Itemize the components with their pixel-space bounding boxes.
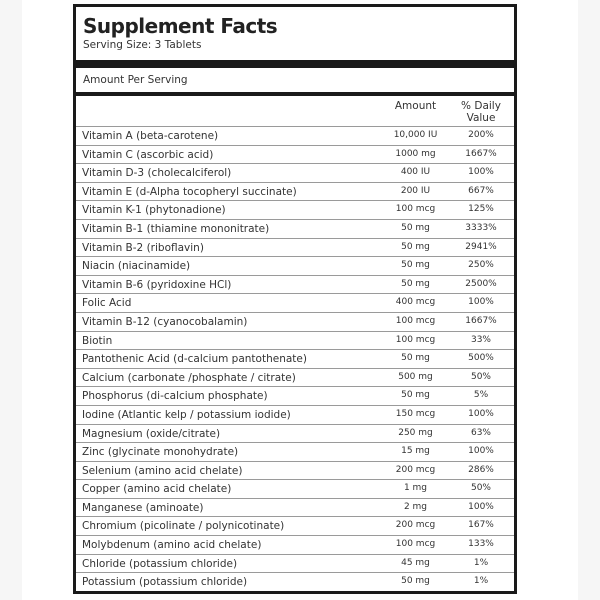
nutrient-daily-value: 1667%	[465, 315, 497, 326]
nutrient-amount: 50 mg	[401, 278, 430, 289]
nutrient-amount: 50 mg	[401, 241, 430, 252]
table-row	[76, 387, 514, 406]
nutrient-daily-value: 100%	[468, 167, 494, 178]
nutrient-daily-value: 5%	[473, 390, 489, 401]
column-header-row	[76, 96, 514, 127]
table-row	[76, 555, 514, 574]
table-row	[76, 276, 514, 295]
nutrient-daily-value: 133%	[468, 539, 494, 550]
table-row	[76, 127, 514, 146]
nutrient-daily-value: 286%	[468, 464, 494, 475]
nutrient-daily-value: 100%	[468, 446, 494, 457]
nutrient-daily-value: 167%	[468, 520, 494, 531]
nutrient-name: Iodine (Atlantic kelp / potassium iodide)	[82, 408, 291, 421]
nutrient-name: Chloride (potassium chloride)	[82, 557, 238, 570]
nutrient-daily-value: 50%	[470, 371, 491, 382]
nutrient-daily-value: 2941%	[465, 241, 497, 252]
nutrient-amount: 45 mg	[401, 557, 430, 568]
nutrient-daily-value: 125%	[468, 204, 494, 215]
nutrient-amount: 50 mg	[401, 390, 430, 401]
nutrient-daily-value: 1%	[473, 557, 489, 568]
nutrient-name: Molybdenum (amino acid chelate)	[82, 539, 262, 552]
nutrient-name: Phosphorus (di-calcium phosphate)	[82, 390, 268, 403]
nutrient-daily-value: 250%	[468, 260, 494, 271]
nutrient-name: Vitamin B-6 (pyridoxine HCl)	[82, 278, 232, 291]
nutrient-name: Vitamin B-12 (cyanocobalamin)	[82, 315, 248, 328]
nutrient-name: Chromium (picolinate / polynicotinate)	[82, 520, 285, 533]
table-row	[76, 425, 514, 444]
nutrient-daily-value: 500%	[468, 353, 494, 364]
nutrient-name: Niacin (niacinamide)	[82, 260, 191, 273]
table-row	[76, 443, 514, 462]
column-header-daily-value	[452, 100, 510, 124]
table-row	[76, 573, 514, 592]
nutrient-name: Manganese (aminoate)	[82, 501, 204, 514]
nutrient-name: Vitamin A (beta-carotene)	[82, 130, 219, 142]
nutrient-daily-value: 2500%	[465, 278, 497, 289]
nutrient-name: Vitamin B-1 (thiamine mononitrate)	[82, 222, 270, 235]
column-header-amount: Amount	[394, 100, 437, 112]
nutrient-amount: 150 mcg	[395, 408, 436, 419]
table-row	[76, 350, 514, 369]
table-row	[76, 369, 514, 388]
right-margin	[578, 0, 600, 600]
nutrient-name: Vitamin K-1 (phytonadione)	[82, 204, 226, 217]
table-row	[76, 480, 514, 499]
nutrient-name: Vitamin C (ascorbic acid)	[82, 148, 214, 161]
table-row	[76, 239, 514, 258]
amount-per-serving: Amount Per Serving	[83, 74, 188, 86]
table-row	[76, 257, 514, 276]
nutrient-amount: 50 mg	[401, 260, 430, 271]
table-row	[76, 406, 514, 425]
left-margin	[0, 0, 22, 600]
nutrient-daily-value: 100%	[468, 501, 494, 512]
nutrient-name: Potassium (potassium chloride)	[82, 576, 248, 589]
nutrient-amount: 2 mg	[403, 501, 428, 512]
table-row	[76, 462, 514, 481]
nutrient-amount: 200 mcg	[395, 464, 436, 475]
nutrient-daily-value: 50%	[470, 483, 491, 494]
nutrient-name: Biotin	[82, 334, 113, 347]
nutrient-amount: 10,000 IU	[393, 130, 438, 140]
nutrient-daily-value: 200%	[468, 130, 494, 140]
nutrient-name: Vitamin D-3 (cholecalciferol)	[82, 167, 232, 180]
table-row	[76, 517, 514, 536]
nutrient-amount: 400 IU	[400, 167, 431, 178]
nutrient-amount: 50 mg	[401, 576, 430, 587]
nutrient-amount: 100 mcg	[395, 539, 436, 550]
nutrient-table	[76, 127, 514, 592]
nutrient-amount: 200 mcg	[395, 520, 436, 531]
nutrient-amount: 1000 mg	[395, 148, 436, 159]
column-header-daily-value-line1: % Daily	[461, 100, 501, 112]
nutrient-daily-value: 100%	[468, 408, 494, 419]
nutrient-daily-value: 100%	[468, 297, 494, 308]
table-row	[76, 332, 514, 351]
table-row	[76, 313, 514, 332]
panel-title: Supplement Facts	[83, 14, 278, 38]
nutrient-amount: 50 mg	[401, 222, 430, 233]
serving-size: Serving Size: 3 Tablets	[83, 39, 202, 51]
nutrient-daily-value: 1%	[473, 576, 489, 587]
nutrient-daily-value: 1667%	[465, 148, 497, 159]
nutrient-name: Selenium (amino acid chelate)	[82, 464, 243, 477]
nutrient-daily-value: 63%	[470, 427, 491, 438]
nutrient-amount: 15 mg	[401, 446, 430, 457]
nutrient-amount: 1 mg	[403, 483, 428, 494]
nutrient-amount: 100 mcg	[395, 315, 436, 326]
nutrient-daily-value: 33%	[470, 334, 491, 345]
nutrient-amount: 50 mg	[401, 353, 430, 364]
table-row	[76, 183, 514, 202]
table-row	[76, 201, 514, 220]
table-row	[76, 294, 514, 313]
table-row	[76, 220, 514, 239]
table-row	[76, 146, 514, 165]
table-row	[76, 164, 514, 183]
nutrient-amount: 100 mcg	[395, 204, 436, 215]
nutrient-name: Copper (amino acid chelate)	[82, 483, 232, 496]
table-row	[76, 499, 514, 518]
supplement-facts-panel	[73, 4, 517, 594]
thick-divider	[76, 60, 514, 68]
nutrient-amount: 400 mcg	[395, 297, 436, 308]
table-row	[76, 536, 514, 555]
nutrient-amount: 500 mg	[398, 371, 433, 382]
nutrient-name: Calcium (carbonate /phosphate / citrate)	[82, 371, 296, 384]
column-header-daily-value-line2: Value	[466, 112, 496, 124]
nutrient-amount: 100 mcg	[395, 334, 436, 345]
nutrient-name: Magnesium (oxide/citrate)	[82, 427, 221, 440]
nutrient-daily-value: 667%	[468, 185, 494, 196]
nutrient-name: Pantothenic Acid (d-calcium pantothenate)	[82, 353, 307, 366]
nutrient-daily-value: 3333%	[465, 222, 497, 233]
nutrient-name: Vitamin E (d-Alpha tocopheryl succinate)	[82, 185, 297, 198]
nutrient-amount: 250 mg	[398, 427, 433, 438]
nutrient-name: Folic Acid	[82, 297, 132, 310]
nutrient-amount: 200 IU	[400, 185, 431, 196]
nutrient-name: Vitamin B-2 (riboflavin)	[82, 241, 204, 254]
nutrient-name: Zinc (glycinate monohydrate)	[82, 446, 239, 459]
